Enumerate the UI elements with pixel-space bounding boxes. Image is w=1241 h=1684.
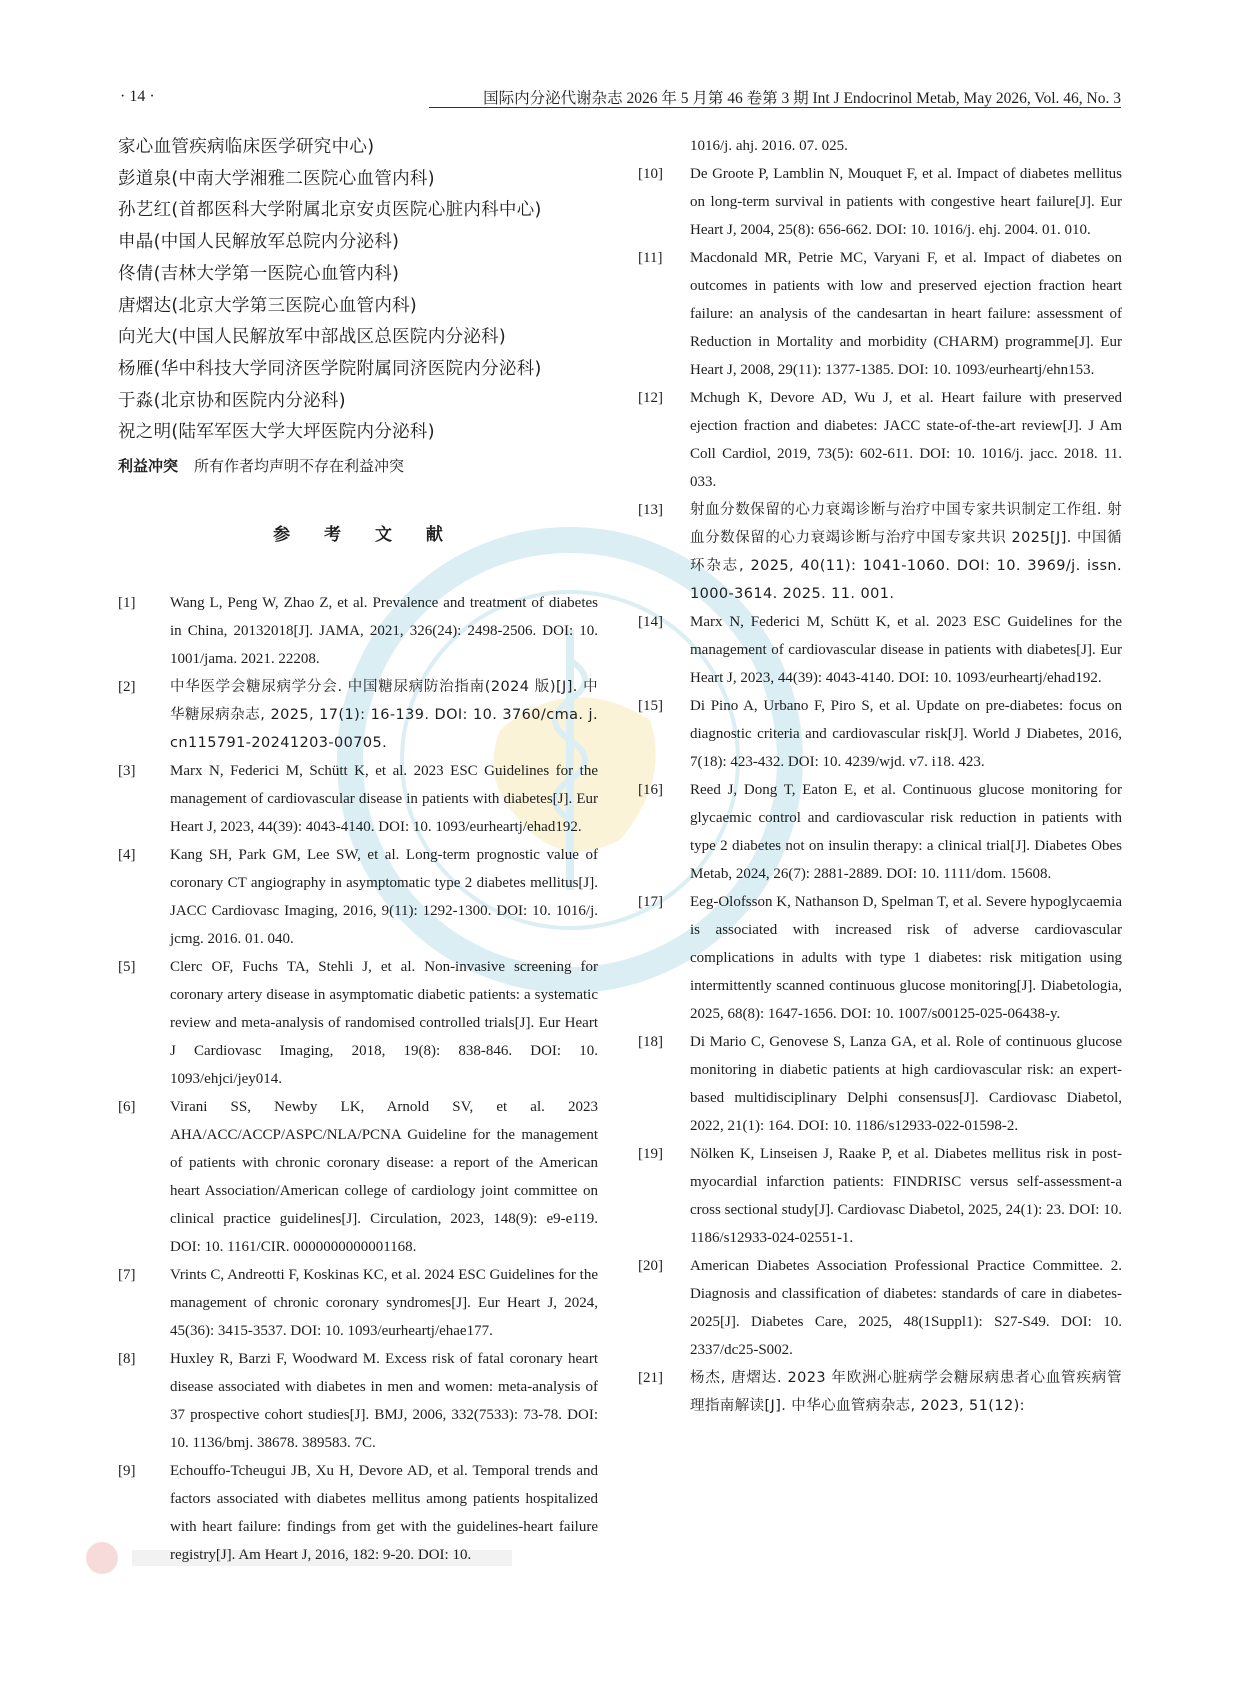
reference-text: Marx N, Federici M, Schütt K, et al. 2023 ESC Guidelines for the management of cardiovascular disease in patients with diabetes[J]. Eur Heart J, 2023, 44(39): 4043-4140. DOI: 10. 1093/eurheartj/ehad192. [690,614,1122,686]
reference-text: Kang SH, Park GM, Lee SW, et al. Long-term prognostic value of coronary CT angiography in asymptomatic type 2 diabetes mellitus[J]. JACC Cardiovasc Imaging, 2016, 9(11): 1292-1300. DOI: 10. 1016/j. jcmg. 2016. 01. 040. [170,847,598,948]
reference-list-right [638,160,1122,1420]
committee-member: 孙艺红(首都医科大学附属北京安贞医院心脏内科中心) [118,200,542,221]
reference-item [118,757,598,841]
reference-number: [17] [638,894,663,910]
reference-text: Di Mario C, Genovese S, Lanza GA, et al. Role of continuous glucose monitoring in diabetic patients at high cardiovascular risk: an expert-based multidisciplinary Delphi consensus[J]. Cardiovasc Diabetol, 2022, 21(1): 164. DOI: 10. 1186/s12933-022-01598-2. [690,1034,1122,1134]
committee-member: 向光大(中国人民解放军中部战区总医院内分泌科) [118,327,507,348]
reference-item [118,841,598,953]
reference-text: Wang L, Peng W, Zhao Z, et al. Prevalence and treatment of diabetes in China, 20132018[J]. JAMA, 2021, 326(24): 2498-2506. DOI: 10. 1001/jama. 2021. 22208. [170,595,598,668]
reference-number: [15] [638,698,663,714]
reference-number: [10] [638,166,663,182]
reference-number: [11] [638,250,663,266]
reference-item [638,608,1122,692]
reference-item [638,244,1122,384]
reference-number: [7] [118,1267,136,1284]
reference-item [638,496,1122,608]
reference-text: Echouffo-Tcheugui JB, Xu H, Devore AD, et al. Temporal trends and factors associated with diabetes mellitus among patients hospitalized with heart failure: findings from get with the guidelines-heart failure registry[J]. Am Heart J, 2016, 182: 9-20. DOI: 10. [170,1463,598,1564]
references-heading: 参 考 文 献 [273,525,457,546]
reference-text: Virani SS, Newby LK, Arnold SV, et al. 2023 AHA/ACC/ACCP/ASPC/NLA/PCNA Guideline for the management of patients with chronic coronary disease: a report of the American heart Association/American college of cardiology joint committee on clinical practice guidelines[J]. Circulation, 2023, 148(9): e9-e119. DOI: 10. 1161/CIR. 0000000000001168. [170,1099,598,1256]
reference-number: [14] [638,614,663,630]
reference-number: [12] [638,390,663,406]
committee-member: 于淼(北京协和医院内分泌科) [118,390,346,411]
reference-text: 中华医学会糖尿病学分会. 中国糖尿病防治指南(2024 版)[J]. 中华糖尿病杂志, 2025, 17(1): 16-139. DOI: 10. 3760/cma. j. cn115791-20241203-00705. [170,679,598,752]
committee-member: 彭道泉(中南大学湘雅二医院心血管内科) [118,168,435,189]
committee-member: 唐熠达(北京大学第三医院心血管内科) [118,295,418,316]
reference-number: [6] [118,1099,136,1116]
reference-list-left [118,589,598,1569]
conflict-text: 所有作者均声明不存在利益冲突 [194,457,405,476]
reference-text: 射血分数保留的心力衰竭诊断与治疗中国专家共识制定工作组. 射血分数保留的心力衰竭诊断与治疗中国专家共识 2025[J]. 中国循环杂志, 2025, 40(11): 1041-1060. DOI: 10. 3969/j. issn. 1000-3614. 2025. 11. 001. [690,502,1122,602]
reference-item [638,888,1122,1028]
reference-text: American Diabetes Association Professional Practice Committee. 2. Diagnosis and classification of diabetes: standards of care in diabetes-2025[J]. Diabetes Care, 2025, 48(1Suppl1): S27-S49. DOI: 10. 2337/dc25-S002. [690,1258,1122,1358]
reference-item [118,1093,598,1261]
reference-number: [21] [638,1370,663,1386]
committee-member: 祝之明(陆军军医大学大坪医院内分泌科) [118,422,435,443]
reference-text: Macdonald MR, Petrie MC, Varyani F, et al. Impact of diabetes on outcomes in patients with low and preserved ejection fraction heart failure: an analysis of the candesartan in heart failure: assessment of Reduction in Mortality and morbidity (CHARM) programme[J]. Eur Heart J, 2008, 29(11): 1377-1385. DOI: 10. 1093/eurheartj/ehn153. [690,250,1122,378]
reference-text: Huxley R, Barzi F, Woodward M. Excess risk of fatal coronary heart disease associated with diabetes in men and women: meta-analysis of 37 prospective cohort studies[J]. BMJ, 2006, 332(7533): 73-78. DOI: 10. 1136/bmj. 38678. 389583. 7C. [170,1351,598,1452]
reference-number: [1] [118,595,136,612]
reference-number: [18] [638,1034,663,1050]
reference-number: [8] [118,1351,136,1368]
reference-number: [5] [118,959,136,976]
reference-item [118,673,598,757]
reference-text: Di Pino A, Urbano F, Piro S, et al. Update on pre-diabetes: focus on diagnostic criteria and cardiovascular risk[J]. World J Diabetes, 2016, 7(18): 423-432. DOI: 10. 4239/wjd. v7. i18. 423. [690,698,1122,770]
right-column [638,132,1122,1420]
reference-text: Nölken K, Linseisen J, Raake P, et al. Diabetes mellitus risk in post-myocardial infarction patients: FINDRISC versus self-assessment-a cross sectional study[J]. Cardiovasc Diabetol, 2025, 24(1): 23. DOI: 10. 1186/s12933-024-02551-1. [690,1146,1122,1246]
reference-text: Mchugh K, Devore AD, Wu J, et al. Heart failure with preserved ejection fraction and diabetes: JACC state-of-the-art review[J]. J Am Coll Cardiol, 2019, 73(5): 602-611. DOI: 10. 1016/j. jacc. 2018. 11. 033. [690,390,1122,490]
reference-item [638,1252,1122,1364]
committee-member: 杨雁(华中科技大学同济医学院附属同济医院内分泌科) [118,358,542,379]
reference-item [118,1261,598,1345]
reference-item [638,692,1122,776]
reference-number: [20] [638,1258,663,1274]
committee-member: 佟倩(吉林大学第一医院心血管内科) [118,263,400,284]
reference-number: [16] [638,782,663,798]
reference-item [638,1140,1122,1252]
page-number: · 14 · [120,88,155,105]
reference-text: Vrints C, Andreotti F, Koskinas KC, et al. 2024 ESC Guidelines for the management of chronic coronary syndromes[J]. Eur Heart J, 2024, 45(36): 3415-3537. DOI: 10. 1093/eurheartj/ehae177. [170,1267,598,1340]
reference-item [118,1345,598,1457]
reference-number: [4] [118,847,136,864]
reference-number: [13] [638,502,663,518]
reference-number: [3] [118,763,136,780]
reference-number: [2] [118,679,136,696]
reference-text: Clerc OF, Fuchs TA, Stehli J, et al. Non-invasive screening for coronary artery disease in asymptomatic diabetic patients: a systematic review and meta-analysis of randomised controlled trials[J]. Eur Heart J Cardiovasc Imaging, 2018, 19(8): 838-846. DOI: 10. 1093/ehjci/jey014. [170,959,598,1088]
reference-item [638,384,1122,496]
reference-item [638,160,1122,244]
committee-member: 家心血管疾病临床医学研究中心) [118,137,375,157]
page-header [0,0,1241,110]
reference-item [638,1028,1122,1140]
reference-text: Reed J, Dong T, Eaton E, et al. Continuous glucose monitoring for glycaemic control and cardiovascular risk reduction in patients with type 2 diabetes not on insulin therapy: a clinical trial[J]. Diabetes Obes Metab, 2024, 26(7): 2881-2889. DOI: 10. 1111/dom. 15608. [690,782,1122,882]
header-rule [429,107,1121,108]
journal-citation-line: 国际内分泌代谢杂志 2026 年 5 月第 46 卷第 3 期 Int J Endocrinol Metab, May 2026, Vol. 46, No. 3 [483,90,1121,107]
committee-member: 申晶(中国人民解放军总院内分泌科) [118,232,400,253]
reference-item [638,1364,1122,1420]
left-column [118,132,598,1569]
committee-member-list [118,132,598,449]
reference-item [118,589,598,673]
reference-text: Marx N, Federici M, Schütt K, et al. 2023 ESC Guidelines for the management of cardiovascular disease in patients with diabetes[J]. Eur Heart J, 2023, 44(39): 4043-4140. DOI: 10. 1093/eurheartj/ehad192. [170,763,598,836]
reference-number: [9] [118,1463,136,1480]
reference-item [118,1457,598,1569]
reference-number: [19] [638,1146,663,1162]
conflict-of-interest [118,451,598,482]
conflict-label: 利益冲突 [118,457,179,476]
reference-item [118,953,598,1093]
reference-text: 杨杰, 唐熠达. 2023 年欧洲心脏病学会糖尿病患者心血管疾病管理指南解读[J]. 中华心血管病杂志, 2023, 51(12): [690,1370,1122,1414]
reference-item [638,776,1122,888]
reference-text: Eeg-Olofsson K, Nathanson D, Spelman T, et al. Severe hypoglycaemia is associated with increased risk of adverse cardiovascular complications in adults with type 1 diabetes: risk mitigation using intermittently scanned continuous glucose monitoring[J]. Diabetologia, 2025, 68(8): 1647-1656. DOI: 10. 1007/s00125-025-06438-y. [690,894,1122,1022]
reference-continuation: 1016/j. ahj. 2016. 07. 025. [690,138,848,154]
reference-text: De Groote P, Lamblin N, Mouquet F, et al. Impact of diabetes mellitus on long-term survival in patients with congestive heart failure[J]. Eur Heart J, 2004, 25(8): 656-662. DOI: 10. 1016/j. ehj. 2004. 01. 010. [690,166,1122,238]
